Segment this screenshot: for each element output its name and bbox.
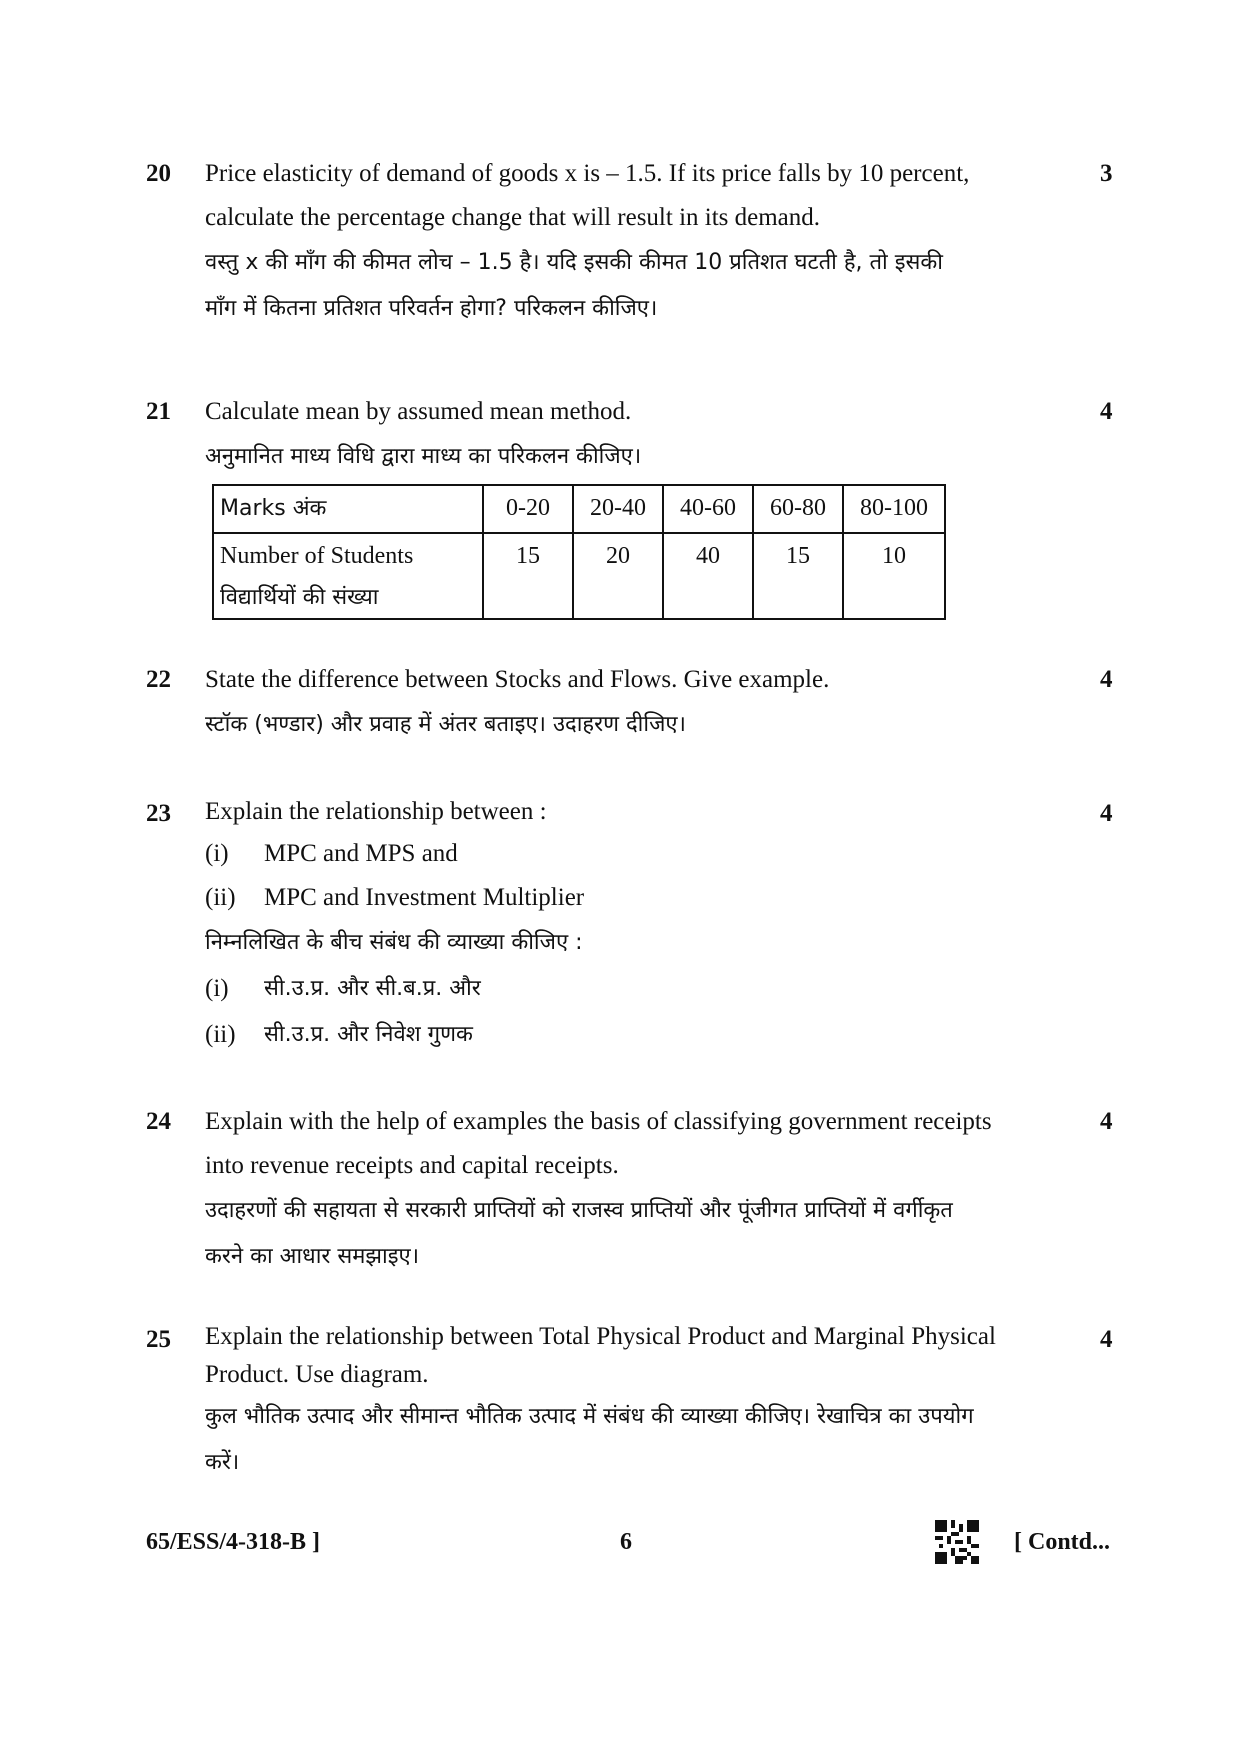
question-text-hi: माँग में कितना प्रतिशत परिवर्तन होगा? परिकलन कीजिए।	[205, 296, 658, 321]
question-number: 21	[146, 398, 171, 425]
question-body	[205, 658, 1085, 748]
marks-frequency-table	[212, 484, 946, 620]
table-cell: 0-20	[483, 485, 573, 533]
question-text-hi: स्टॉक (भण्डार) और प्रवाह में अंतर बताइए। उदाहरण दीजिए।	[205, 712, 686, 737]
question-text-en: Calculate mean by assumed mean method.	[205, 398, 632, 425]
table-cell: 15	[483, 533, 573, 619]
table-row	[213, 485, 945, 533]
sub-item: (ii) सी.उ.प्र. और निवेश गुणक	[205, 1021, 473, 1048]
table-header-cell	[213, 533, 483, 619]
question-text-hi: करें।	[205, 1450, 240, 1475]
question-text-en: Price elasticity of demand of goods x is – 1.5. If its price falls by 10 percent,	[205, 160, 970, 187]
table-cell: 20-40	[573, 485, 663, 533]
table-cell: 60-80	[753, 485, 843, 533]
sub-item: (i) MPC and MPS and	[205, 840, 458, 867]
row-label-hi: विद्यार्थियों की संख्या	[220, 585, 379, 610]
question-number: 24	[146, 1108, 171, 1135]
question-number: 20	[146, 160, 171, 187]
question-marks: 4	[1100, 1108, 1113, 1135]
row-label-en: Number of Students	[220, 543, 414, 569]
question-body	[205, 1100, 1085, 1280]
table-cell: 15	[753, 533, 843, 619]
question-text-hi: अनुमानित माध्य विधि द्वारा माध्य का परिकलन कीजिए।	[205, 444, 642, 469]
sub-item: (i) सी.उ.प्र. और सी.ब.प्र. और	[205, 975, 481, 1002]
question-number: 25	[146, 1326, 171, 1353]
table-cell: 80-100	[843, 485, 945, 533]
question-marks: 4	[1100, 800, 1113, 827]
page-footer	[0, 1520, 1240, 1564]
question-text-en: Explain the relationship between Total Physical Product and Marginal Physical	[205, 1323, 996, 1350]
question-number: 23	[146, 800, 171, 827]
table-cell: 40	[663, 533, 753, 619]
question-text-hi: उदाहरणों की सहायता से सरकारी प्राप्तियों को राजस्व प्राप्तियों और पूंजीगत प्राप्तियों में वर्गीकृत	[205, 1198, 953, 1223]
question-number: 22	[146, 666, 171, 693]
table-header-cell: Marks अंक	[213, 485, 483, 533]
question-marks: 4	[1100, 666, 1113, 693]
question-body	[205, 152, 1085, 332]
question-marks: 4	[1100, 1326, 1113, 1353]
table-cell: 40-60	[663, 485, 753, 533]
question-text-hi: निम्नलिखित के बीच संबंध की व्याख्या कीजिए :	[205, 930, 583, 955]
question-body	[205, 792, 1085, 1058]
qr-code-icon	[935, 1520, 979, 1564]
question-body	[205, 390, 1085, 620]
question-text-hi: वस्तु x की माँग की कीमत लोच – 1.5 है। यदि इसकी कीमत 10 प्रतिशत घटती है, तो इसकी	[205, 250, 943, 275]
page-number: 6	[620, 1529, 632, 1555]
question-text-en: into revenue receipts and capital receipts.	[205, 1152, 619, 1179]
question-body	[205, 1318, 1085, 1486]
question-marks: 3	[1100, 160, 1113, 187]
paper-code: 65/ESS/4-318-B ]	[146, 1529, 321, 1555]
question-marks: 4	[1100, 398, 1113, 425]
table-cell: 10	[843, 533, 945, 619]
question-text-en: Product. Use diagram.	[205, 1361, 429, 1388]
question-text-hi: कुल भौतिक उत्पाद और सीमान्त भौतिक उत्पाद में संबंध की व्याख्या कीजिए। रेखाचित्र का उपयोग	[205, 1404, 974, 1429]
question-text-en: Explain with the help of examples the basis of classifying government receipts	[205, 1108, 992, 1135]
question-text-en: Explain the relationship between :	[205, 798, 547, 825]
question-text-en: calculate the percentage change that will result in its demand.	[205, 204, 821, 231]
table-row	[213, 533, 945, 619]
question-text-hi: करने का आधार समझाइए।	[205, 1244, 420, 1269]
table-cell: 20	[573, 533, 663, 619]
sub-item: (ii) MPC and Investment Multiplier	[205, 884, 585, 911]
question-text-en: State the difference between Stocks and Flows. Give example.	[205, 666, 830, 693]
continued-label: [ Contd...	[1014, 1529, 1111, 1555]
